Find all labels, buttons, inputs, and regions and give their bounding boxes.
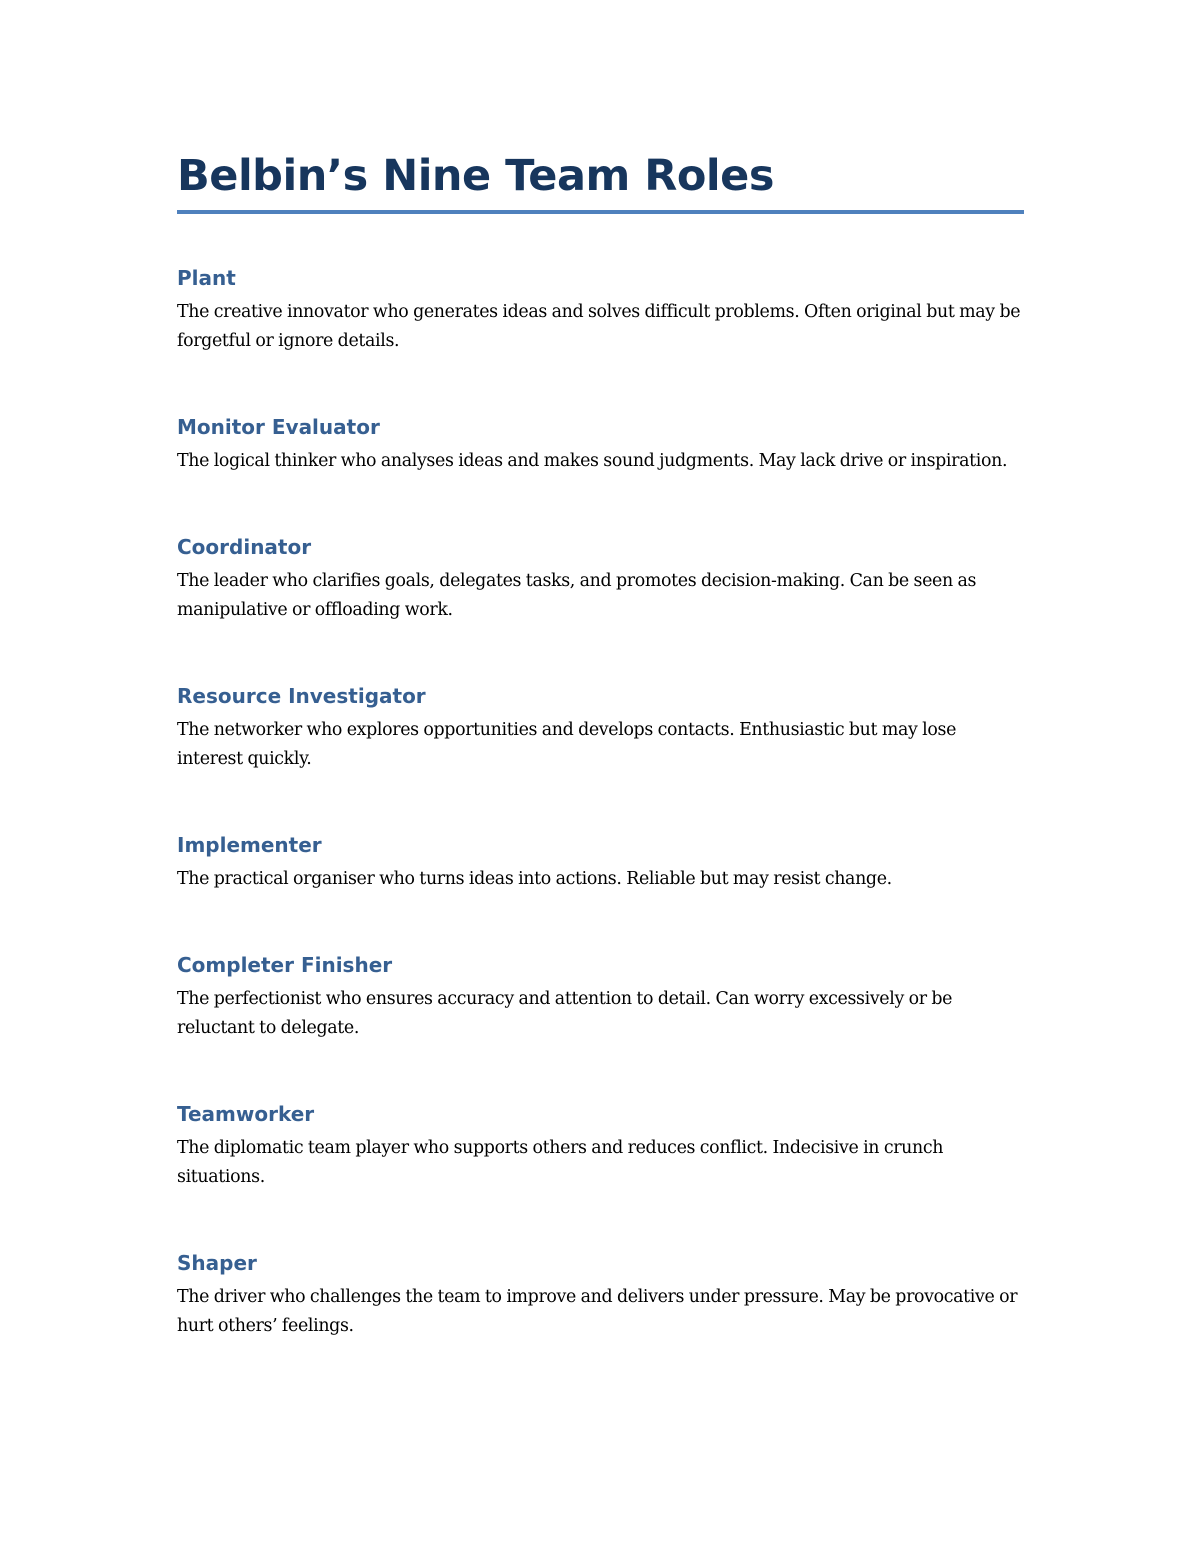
role-description: The networker who explores opportunities and develops contacts. Enthusiastic but may lose interest quickly. <box>177 720 957 769</box>
role-section-coordinator <box>177 533 1024 625</box>
role-description: The perfectionist who ensures accuracy and attention to detail. Can worry excessively or be reluctant to delegate. <box>177 989 953 1038</box>
role-section-plant <box>177 264 1024 356</box>
role-section-implementer <box>177 831 1024 894</box>
title-underline <box>177 210 1024 214</box>
role-section-resource-investigator <box>177 682 1024 774</box>
role-section-shaper <box>177 1249 1024 1341</box>
role-section-teamworker <box>177 1100 1024 1192</box>
document-body <box>177 148 1024 1341</box>
role-heading: Completer Finisher <box>177 953 393 977</box>
role-heading: Monitor Evaluator <box>177 415 380 439</box>
role-heading: Coordinator <box>177 535 312 559</box>
role-heading: Shaper <box>177 1251 257 1275</box>
role-description: The leader who clarifies goals, delegates tasks, and promotes decision-making. Can be seen as manipulative or offloading work. <box>177 571 977 620</box>
document-title: Belbin’s Nine Team Roles <box>177 151 774 201</box>
role-heading: Teamworker <box>177 1102 315 1126</box>
role-description: The driver who challenges the team to improve and delivers under pressure. May be provocative or hurt others’ feelings. <box>177 1287 1018 1336</box>
role-description: The logical thinker who analyses ideas and makes sound judgments. May lack drive or inspiration. <box>177 451 1008 471</box>
role-description: The practical organiser who turns ideas into actions. Reliable but may resist change. <box>177 869 892 889</box>
role-heading: Implementer <box>177 833 322 857</box>
role-section-completer-finisher <box>177 951 1024 1043</box>
role-heading: Resource Investigator <box>177 684 426 708</box>
role-heading: Plant <box>177 266 236 290</box>
role-description: The diplomatic team player who supports others and reduces conflict. Indecisive in crunch situations. <box>177 1138 944 1187</box>
role-description: The creative innovator who generates ideas and solves difficult problems. Often original but may be forgetful or ignore details. <box>177 302 1021 351</box>
role-section-monitor-evaluator <box>177 413 1024 476</box>
